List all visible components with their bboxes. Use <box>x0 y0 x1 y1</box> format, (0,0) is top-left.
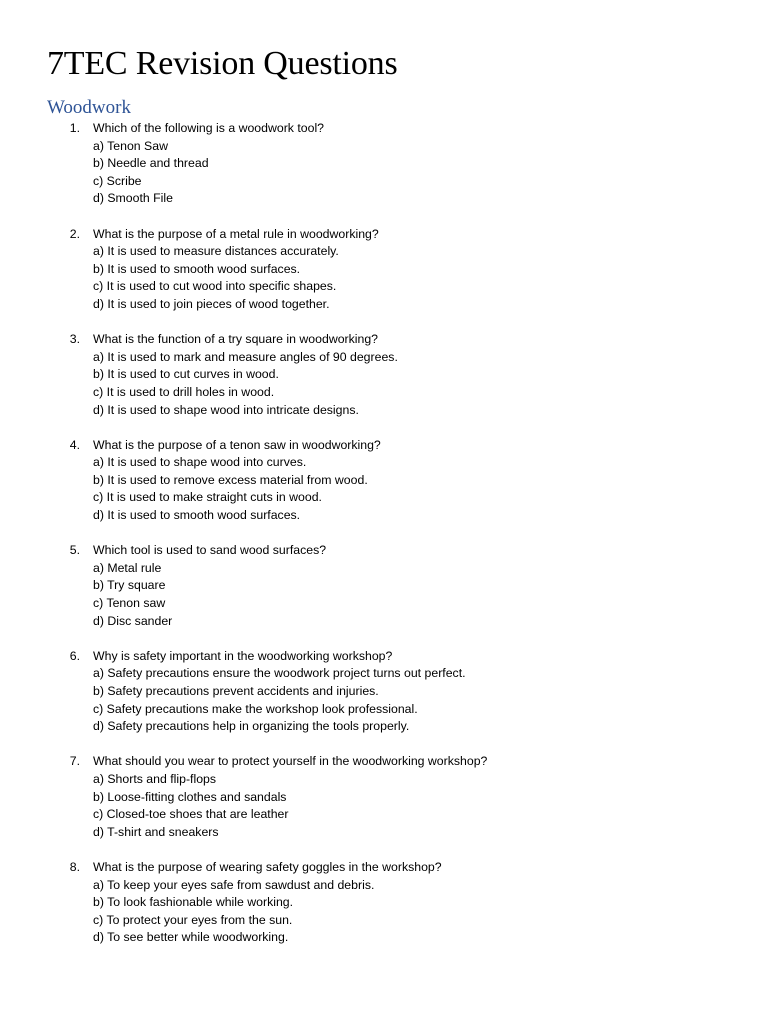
section-heading-woodwork: Woodwork <box>47 97 131 118</box>
answer-option: d) T-shirt and sneakers <box>93 824 219 839</box>
answer-options <box>0 665 768 735</box>
answer-option: c) It is used to drill holes in wood. <box>93 384 275 399</box>
answer-option: b) Loose-fitting clothes and sandals <box>93 789 287 804</box>
question-item <box>0 226 768 314</box>
question-number: 4. <box>69 437 80 452</box>
question-list <box>0 120 768 965</box>
answer-option: a) Tenon Saw <box>93 138 168 153</box>
question-text: Which of the following is a woodwork tool? <box>93 121 325 135</box>
answer-option: a) Safety precautions ensure the woodwork project turns out perfect. <box>93 666 466 681</box>
answer-options <box>0 454 768 524</box>
question-line <box>0 542 768 560</box>
question-line <box>0 859 768 877</box>
answer-option: d) Safety precautions help in organizing the tools properly. <box>93 719 410 734</box>
answer-option: a) It is used to shape wood into curves. <box>93 455 307 470</box>
question-text: Which tool is used to sand wood surfaces? <box>93 543 327 558</box>
question-text: What is the purpose of a metal rule in woodworking? <box>93 226 379 241</box>
question-item <box>0 859 768 947</box>
answer-option: c) To protect your eyes from the sun. <box>93 912 293 927</box>
answer-option: b) To look fashionable while working. <box>93 895 294 910</box>
answer-option: c) Tenon saw <box>93 596 166 611</box>
question-item <box>0 542 768 630</box>
question-number: 7. <box>69 754 80 769</box>
question-number: 6. <box>69 648 80 663</box>
question-item <box>0 331 768 419</box>
answer-option: a) Shorts and flip-flops <box>93 771 217 786</box>
answer-option: a) Metal rule <box>93 560 162 575</box>
answer-option: a) To keep your eyes safe from sawdust and debris. <box>93 877 375 892</box>
question-item <box>0 648 768 736</box>
question-number: 3. <box>69 332 80 347</box>
question-text: What is the function of a try square in woodworking? <box>93 332 379 347</box>
answer-options <box>0 771 768 841</box>
question-item <box>0 437 768 525</box>
answer-option: c) Scribe <box>93 173 142 188</box>
answer-option: b) Needle and thread <box>93 156 209 171</box>
question-line <box>0 753 768 771</box>
answer-option: d) Smooth File <box>93 191 173 206</box>
answer-options <box>0 138 768 208</box>
answer-options <box>0 877 768 947</box>
answer-option: d) It is used to smooth wood surfaces. <box>93 508 301 523</box>
question-number: 5. <box>69 543 80 558</box>
answer-options <box>0 243 768 313</box>
question-item <box>0 120 768 208</box>
answer-option: b) Try square <box>93 578 166 593</box>
answer-option: b) Safety precautions prevent accidents and injuries. <box>93 684 379 698</box>
answer-option: c) It is used to cut wood into specific shapes. <box>93 279 337 294</box>
document-title: 7TEC Revision Questions <box>47 45 398 82</box>
answer-option: d) It is used to shape wood into intricate designs. <box>93 402 359 417</box>
question-text: What is the purpose of a tenon saw in woodworking? <box>93 437 381 452</box>
answer-option: c) Safety precautions make the workshop look professional. <box>93 701 418 716</box>
question-number: 8. <box>69 859 80 874</box>
question-line <box>0 331 768 349</box>
question-text: Why is safety important in the woodworking workshop? <box>93 648 393 663</box>
answer-option: c) Closed-toe shoes that are leather <box>93 807 289 822</box>
question-text: What is the purpose of wearing safety goggles in the workshop? <box>93 859 442 874</box>
answer-options <box>0 349 768 419</box>
answer-option: b) It is used to smooth wood surfaces. <box>93 261 301 276</box>
answer-option: b) It is used to remove excess material from wood. <box>93 472 368 487</box>
question-line <box>0 226 768 244</box>
answer-option: b) It is used to cut curves in wood. <box>93 367 279 382</box>
question-number: 2. <box>69 226 80 241</box>
question-line <box>0 437 768 455</box>
question-number: 1. <box>69 121 80 135</box>
answer-option: a) It is used to mark and measure angles of 90 degrees. <box>93 349 398 364</box>
answer-option: c) It is used to make straight cuts in wood. <box>93 490 322 505</box>
answer-option: a) It is used to measure distances accurately. <box>93 244 339 259</box>
answer-option: d) Disc sander <box>93 613 173 628</box>
question-line <box>0 648 768 666</box>
question-line <box>0 120 768 138</box>
answer-option: d) It is used to join pieces of wood together. <box>93 296 330 311</box>
question-text: What should you wear to protect yourself in the woodworking workshop? <box>93 754 488 769</box>
answer-option: d) To see better while woodworking. <box>93 930 289 945</box>
answer-options <box>0 560 768 630</box>
question-item <box>0 753 768 841</box>
